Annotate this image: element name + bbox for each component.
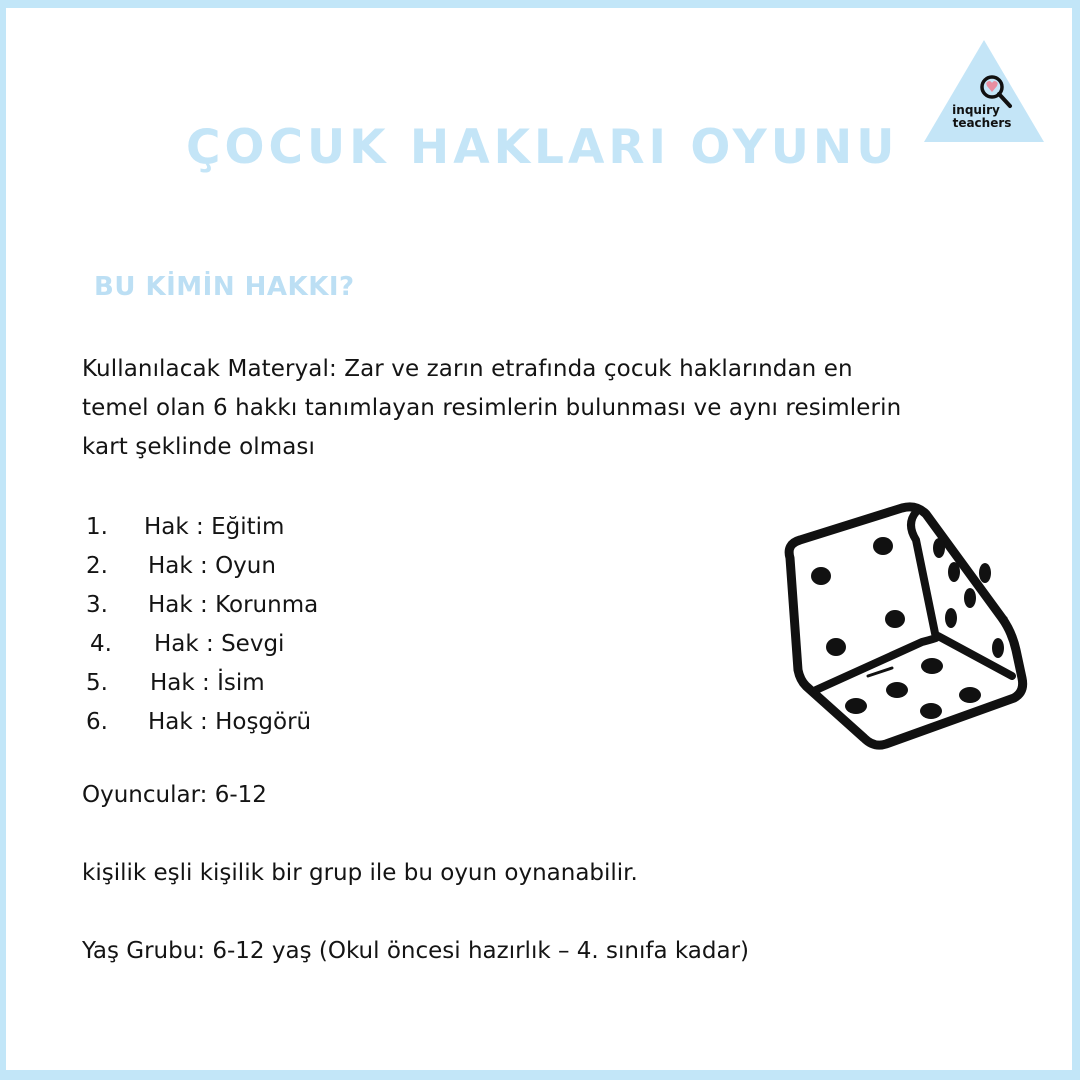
brand-logo [918, 32, 1048, 146]
logo-text-2: teachers [952, 116, 1012, 130]
age-group-text: Yaş Grubu: 6-12 yaş (Okul öncesi hazırlık – 4. sınıfa kadar) [82, 938, 750, 964]
material-line: kart şeklinde olması [82, 434, 315, 460]
page-title: ÇOCUK HAKLARI OYUNU [186, 120, 899, 175]
list-number: 5. [86, 670, 108, 696]
magnifier-heart-icon [918, 32, 1048, 146]
material-line: Kullanılacak Materyal: Zar ve zarın etrafında çocuk haklarından en [82, 356, 853, 382]
list-number: 1. [86, 514, 108, 540]
list-number: 2. [86, 553, 108, 579]
list-text: Hak : Oyun [148, 553, 276, 579]
logo-text-1: inquiry [952, 103, 1000, 117]
list-number: 4. [90, 631, 112, 657]
material-line: temel olan 6 hakkı tanımlayan resimlerin bulunması ve aynı resimlerin [82, 395, 902, 421]
list-text: Hak : Sevgi [154, 631, 285, 657]
list-number: 6. [86, 709, 108, 735]
material-paragraph [82, 350, 1052, 467]
list-text: Hak : Hoşgörü [148, 709, 312, 735]
list-text: Hak : Eğitim [144, 514, 285, 540]
list-text: Hak : Korunma [148, 592, 319, 618]
list-number: 3. [86, 592, 108, 618]
dice-icon [776, 500, 1028, 756]
group-note-text: kişilik eşli kişilik bir grup ile bu oyun oynanabilir. [82, 860, 638, 886]
players-text: Oyuncular: 6-12 [82, 782, 267, 808]
section-subtitle: BU KİMİN HAKKI? [94, 272, 355, 302]
list-text: Hak : İsim [150, 670, 265, 696]
